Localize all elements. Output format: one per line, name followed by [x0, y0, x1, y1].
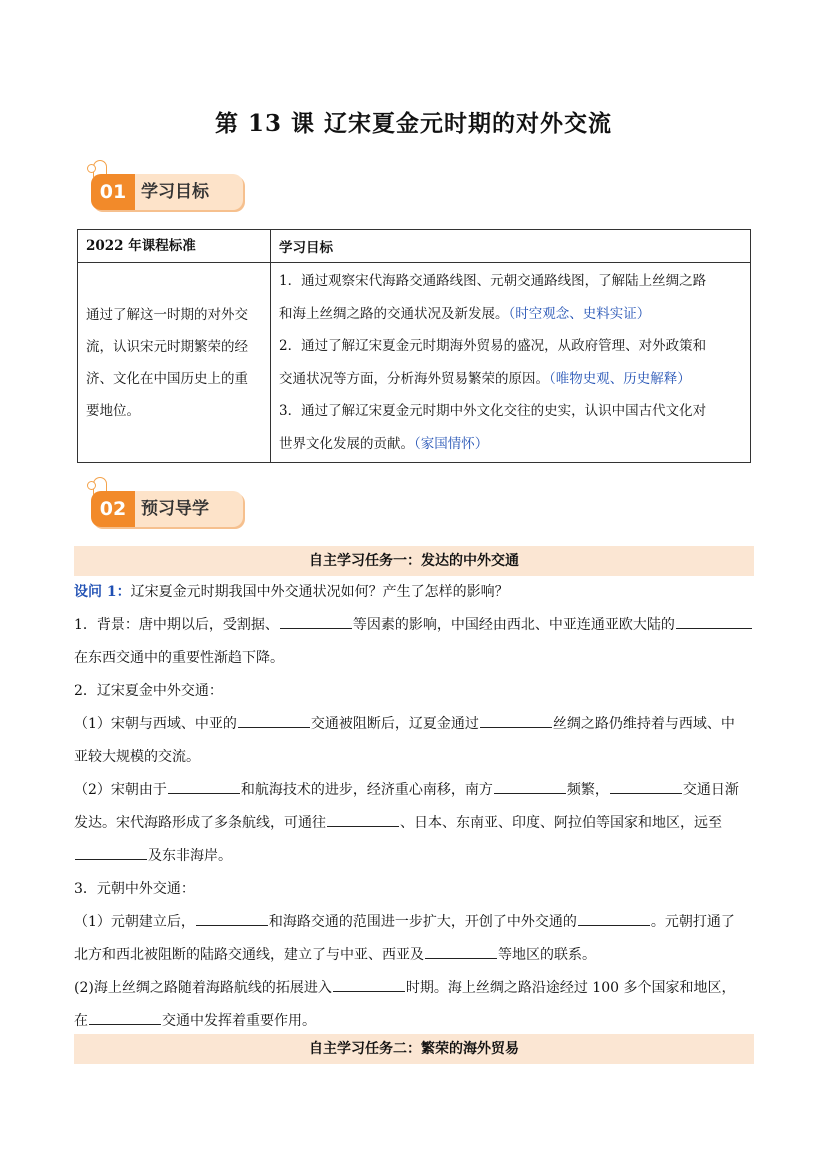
section-badge-preview: [83, 477, 248, 527]
fill-blank: [168, 777, 240, 794]
paragraph-line: 及东非海岸。: [74, 840, 754, 873]
goal-1-line1: 1．通过观察宋代海路交通路线图、元朝交通路线图，了解陆上丝绸之路: [279, 273, 707, 289]
fill-blank: [280, 612, 352, 629]
page-title: 第 13 课 辽宋夏金元时期的对外交流: [214, 110, 613, 137]
tag-hole-icon: [87, 481, 96, 490]
fill-blank: [238, 711, 310, 728]
fill-blank: [610, 777, 682, 794]
goal-3-tag: （家国情怀）: [414, 435, 489, 452]
paragraph-line: 在 交通中发挥着重要作用。: [74, 1005, 754, 1038]
learning-goals-cell: [271, 263, 751, 463]
fill-blank: [425, 942, 497, 959]
objectives-table: [77, 229, 751, 463]
table-header-row: [78, 230, 751, 263]
question-line: [74, 576, 754, 609]
paragraph-line: 3．元朝中外交通：: [74, 881, 195, 897]
paragraph-line: （1）宋朝与西域、中亚的 交通被阻断后，辽夏金通过 丝绸之路仍维持着与西域、中: [74, 708, 754, 741]
goal-2-tag: （唯物史观、历史解释）: [549, 370, 691, 387]
standard-line: 济、文化在中国历史上的重: [86, 370, 248, 387]
paragraph-line: 发达。宋代海路形成了多条航线，可通往 、日本、东南亚、印度、阿拉伯等国家和地区，远至: [74, 807, 754, 840]
fill-blank: [676, 612, 752, 629]
header-standard: 2022 年课程标准: [78, 230, 271, 263]
task1-bar: 自主学习任务一：发达的中外交通: [74, 546, 754, 576]
paragraph-line: 亚较大规模的交流。: [74, 749, 200, 765]
goal-2-line1: 2．通过了解辽宋夏金元时期海外贸易的盛况，从政府管理、对外政策和: [279, 338, 707, 354]
paragraph-line: 1．背景：唐中期以后，受割据、 等因素的影响，中国经由西北、中亚连通亚欧大陆的: [74, 609, 754, 642]
fill-blank: [480, 711, 552, 728]
standard-line: 通过了解这一时期的对外交: [86, 306, 248, 323]
goal-1-line2: 和海上丝绸之路的交通状况及新发展。（时空观念、史料实证）: [279, 305, 651, 322]
question-label: 设问 1：: [74, 584, 131, 600]
fill-blank: [89, 1008, 161, 1025]
question-text: 辽宋夏金元时期我国中外交通状况如何？产生了怎样的影响？: [130, 584, 509, 600]
section-number: 01: [91, 174, 135, 210]
section-badge-objectives: [83, 160, 248, 210]
section-label: 学习目标: [141, 182, 209, 202]
fill-blank: [578, 909, 650, 926]
header-goals: 学习目标: [271, 230, 751, 263]
goal-1-tag: （时空观念、史料实证）: [508, 305, 651, 322]
fill-blank: [196, 909, 268, 926]
curriculum-standard-cell: [78, 263, 271, 463]
fill-blank: [327, 810, 399, 827]
task2-bar: 自主学习任务二：繁荣的海外贸易: [74, 1034, 754, 1064]
task1-content: [74, 576, 754, 1038]
paragraph-line: （2）宋朝由于 和航海技术的进步，经济重心南移，南方 频繁， 交通日渐: [74, 774, 754, 807]
fill-blank: [333, 975, 405, 992]
paragraph-line: （1）元朝建立后， 和海路交通的范围进一步扩大，开创了中外交通的 。元朝打通了: [74, 906, 754, 939]
paragraph-line: (2)海上丝绸之路随着海路航线的拓展进入 时期。海上丝绸之路沿途经过 100 多个国家和地区，: [74, 972, 754, 1005]
section-label: 预习导学: [141, 499, 209, 519]
goal-2-line2: 交通状况等方面，分析海外贸易繁荣的原因。（唯物史观、历史解释）: [279, 370, 691, 387]
fill-blank: [75, 843, 147, 860]
fill-blank: [494, 777, 566, 794]
section-number: 02: [91, 491, 135, 527]
table-row: [78, 263, 751, 463]
standard-line: 要地位。: [86, 402, 140, 419]
goal-3-line2: 世界文化发展的贡献。（家国情怀）: [279, 435, 489, 452]
goal-3-line1: 3．通过了解辽宋夏金元时期中外文化交往的史实，认识中国古代文化对: [279, 403, 707, 419]
paragraph-line: 在东西交通中的重要性渐趋下降。: [74, 650, 284, 666]
paragraph-line: 2．辽宋夏金中外交通：: [74, 683, 223, 699]
paragraph-line: 北方和西北被阻断的陆路交通线，建立了与中亚、西亚及 等地区的联系。: [74, 939, 754, 972]
tag-hole-icon: [87, 164, 96, 173]
standard-line: 流，认识宋元时期繁荣的经: [86, 338, 248, 355]
